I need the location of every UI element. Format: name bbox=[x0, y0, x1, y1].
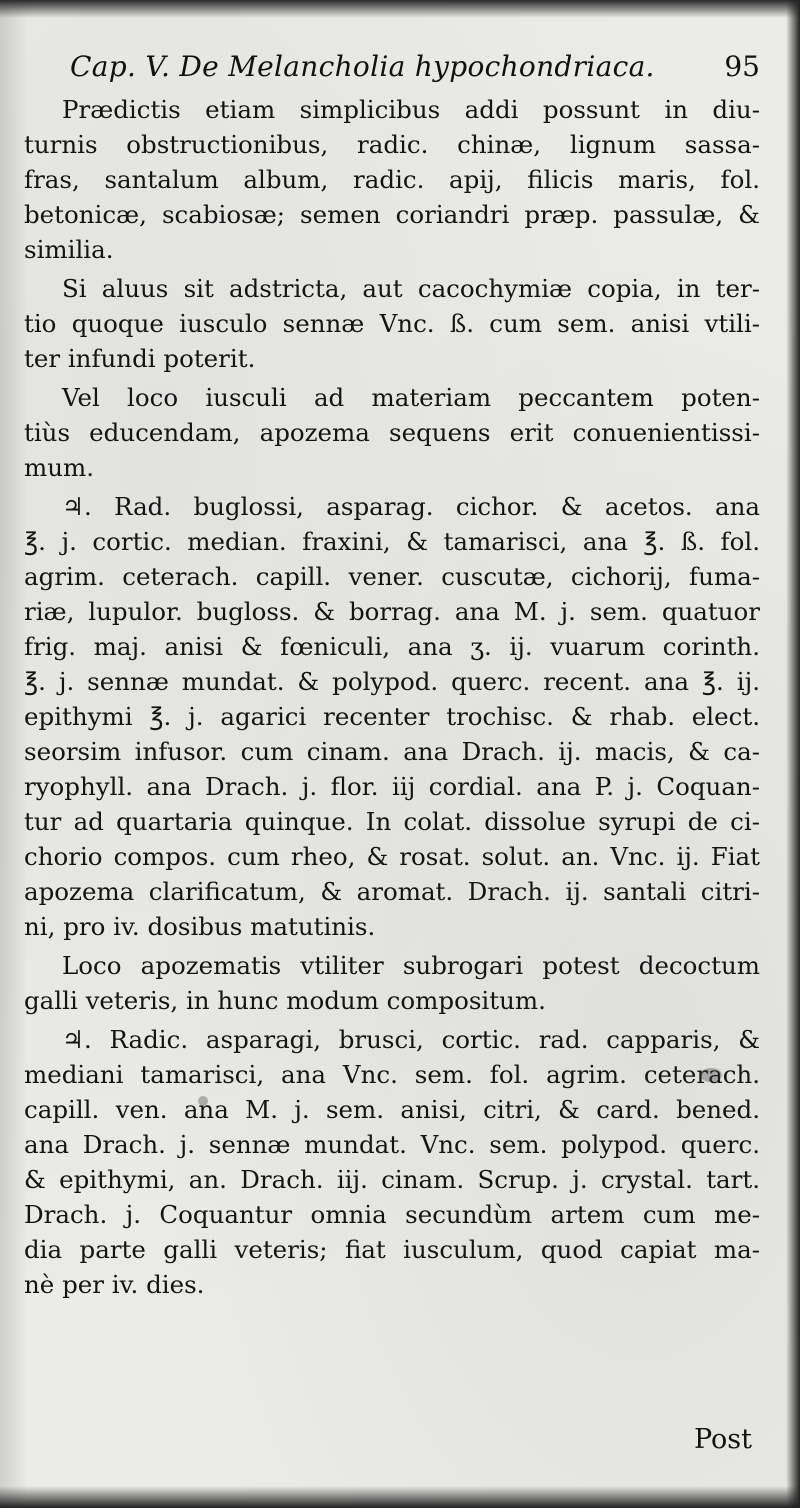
recipe-line: ni, pro iv. dosibus matutinis. bbox=[24, 912, 376, 941]
recipe-line: mediani tamarisci, ana Vnc. sem. fol. agrim. ceterach. bbox=[24, 1060, 760, 1089]
text-line: fras, santalum album, radic. apij, filicis maris, fol. bbox=[24, 165, 760, 194]
recipe-line: ♃. Rad. buglossi, asparag. cichor. & acetos. ana bbox=[62, 492, 760, 521]
text-line: galli veteris, in hunc modum compositum. bbox=[24, 986, 546, 1015]
recipe-line: dia parte galli veteris; fiat iusculum, quod capiat ma- bbox=[24, 1235, 760, 1264]
recipe-line: ♃. Radic. asparagi, brusci, cortic. rad. capparis, & bbox=[62, 1025, 760, 1054]
text-line: Loco apozematis vtiliter subrogari potest decoctum bbox=[62, 951, 760, 980]
text-line: tio quoque iusculo sennæ Vnc. ß. cum sem. anisi vtili- bbox=[24, 309, 760, 338]
recipe-line: agrim. ceterach. capill. vener. cuscutæ, cichorij, fuma- bbox=[24, 562, 760, 591]
scan-edge-top bbox=[0, 0, 800, 18]
text-line: Vel loco iusculi ad materiam peccantem poten- bbox=[62, 383, 760, 412]
ink-smudge bbox=[198, 1096, 208, 1106]
text-line: betonicæ, scabiosæ; semen coriandri præp. passulæ, & bbox=[24, 200, 760, 229]
recipe-line: apozema clarificatum, & aromat. Drach. ij. santali citri- bbox=[24, 877, 760, 906]
recipe-line: capill. ven. ana M. j. sem. anisi, citri, & card. bened. bbox=[24, 1095, 760, 1124]
recipe-line: seorsim infusor. cum cinam. ana Drach. ij. macis, & ca- bbox=[24, 737, 760, 766]
text-body bbox=[24, 92, 760, 1302]
running-title: Cap. V. De Melancholia hypochondriaca. bbox=[70, 50, 655, 83]
recipe-line: nè per iv. dies. bbox=[24, 1270, 205, 1299]
text-line: ter infundi poterit. bbox=[24, 344, 256, 373]
recipe-line: & epithymi, an. Drach. iij. cinam. Scrup. j. crystal. tart. bbox=[24, 1165, 760, 1194]
recipe-line: epithymi ℥. j. agarici recenter trochisc. & rhab. elect. bbox=[24, 702, 760, 731]
text-line: Si aluus sit adstricta, aut cacochymiæ copia, in ter- bbox=[62, 274, 760, 303]
recipe-line: riæ, lupulor. bugloss. & borrag. ana M. j. sem. quatuor bbox=[24, 597, 760, 626]
page-number: 95 bbox=[724, 50, 760, 83]
scan-edge-bottom bbox=[0, 1486, 800, 1508]
recipe-line: ℥. j. sennæ mundat. & polypod. querc. recent. ana ℥. ij. bbox=[24, 667, 760, 696]
catchword: Post bbox=[693, 1424, 752, 1455]
text-line: tiùs educendam, apozema sequens erit conuenientissi- bbox=[24, 418, 760, 447]
recipe-line: ryophyll. ana Drach. j. flor. iij cordial. ana P. j. Coquan- bbox=[24, 772, 760, 801]
text-line: similia. bbox=[24, 235, 114, 264]
text-line: turnis obstructionibus, radic. chinæ, lignum sassa- bbox=[24, 130, 760, 159]
running-head bbox=[70, 48, 760, 92]
recipe-line: ℥. j. cortic. median. fraxini, & tamarisci, ana ℥. ß. fol. bbox=[24, 527, 760, 556]
recipe-line: tur ad quartaria quinque. In colat. dissolue syrupi de ci- bbox=[24, 807, 760, 836]
text-line: Prædictis etiam simplicibus addi possunt in diu- bbox=[62, 95, 760, 124]
ink-smudge bbox=[700, 1068, 722, 1082]
recipe-line: chorio compos. cum rheo, & rosat. solut. an. Vnc. ij. Fiat bbox=[24, 842, 760, 871]
scan-edge-right bbox=[786, 0, 800, 1508]
recipe-line: ana Drach. j. sennæ mundat. Vnc. sem. polypod. querc. bbox=[24, 1130, 760, 1159]
recipe-line: Drach. j. Coquantur omnia secundùm artem cum me- bbox=[24, 1200, 760, 1229]
text-line: mum. bbox=[24, 453, 95, 482]
recipe-line: frig. maj. anisi & fœniculi, ana ʒ. ij. vuarum corinth. bbox=[24, 632, 760, 661]
